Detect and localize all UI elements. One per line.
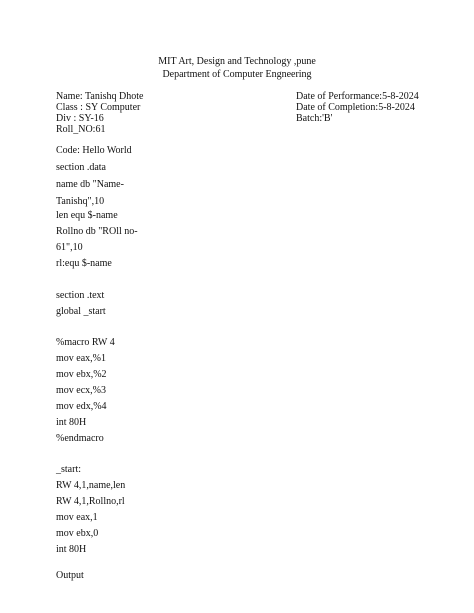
code-line: %endmacro [56, 433, 104, 444]
student-name: Name: Tanishq Dhote [56, 91, 144, 102]
code-line: mov ebx,%2 [56, 369, 107, 380]
department-title: Department of Computer Engneering [162, 69, 312, 80]
student-roll: Roll_NO:61 [56, 124, 106, 135]
code-line: global _start [56, 306, 106, 317]
code-line: int 80H [56, 544, 87, 555]
code-line: _start: [56, 464, 81, 475]
code-line: 61",10 [56, 242, 83, 253]
code-line: Rollno db "ROll no- [56, 226, 138, 237]
code-line: mov ebx,0 [56, 528, 99, 539]
code-line: rl:equ $-name [56, 258, 112, 269]
code-line: Tanishq",10 [56, 196, 105, 207]
code-line: mov eax,%1 [56, 353, 106, 364]
code-line: mov edx,%4 [56, 401, 107, 412]
code-line: %macro RW 4 [56, 337, 115, 348]
batch-label: Batch:'B' [296, 113, 333, 124]
code-line: len equ $-name [56, 210, 118, 221]
code-heading: Code: Hello World [56, 145, 132, 156]
code-line: RW 4,1,name,len [56, 480, 126, 491]
code-line: section .text [56, 290, 105, 301]
code-line: name db "Name- [56, 179, 124, 190]
student-class: Class : SY Computer [56, 102, 141, 113]
date-of-completion: Date of Completion:5-8-2024 [296, 102, 415, 113]
code-line: mov eax,1 [56, 512, 98, 523]
date-of-performance: Date of Performance:5-8-2024 [296, 91, 419, 102]
output-heading: Output [56, 570, 84, 581]
code-line: mov ecx,%3 [56, 385, 106, 396]
code-line: section .data [56, 162, 106, 173]
code-line: RW 4,1,Rollno,rl [56, 496, 125, 507]
institute-title: MIT Art, Design and Technology ,pune [158, 56, 316, 67]
code-line: int 80H [56, 417, 87, 428]
student-div: Div : SY-16 [56, 113, 104, 124]
